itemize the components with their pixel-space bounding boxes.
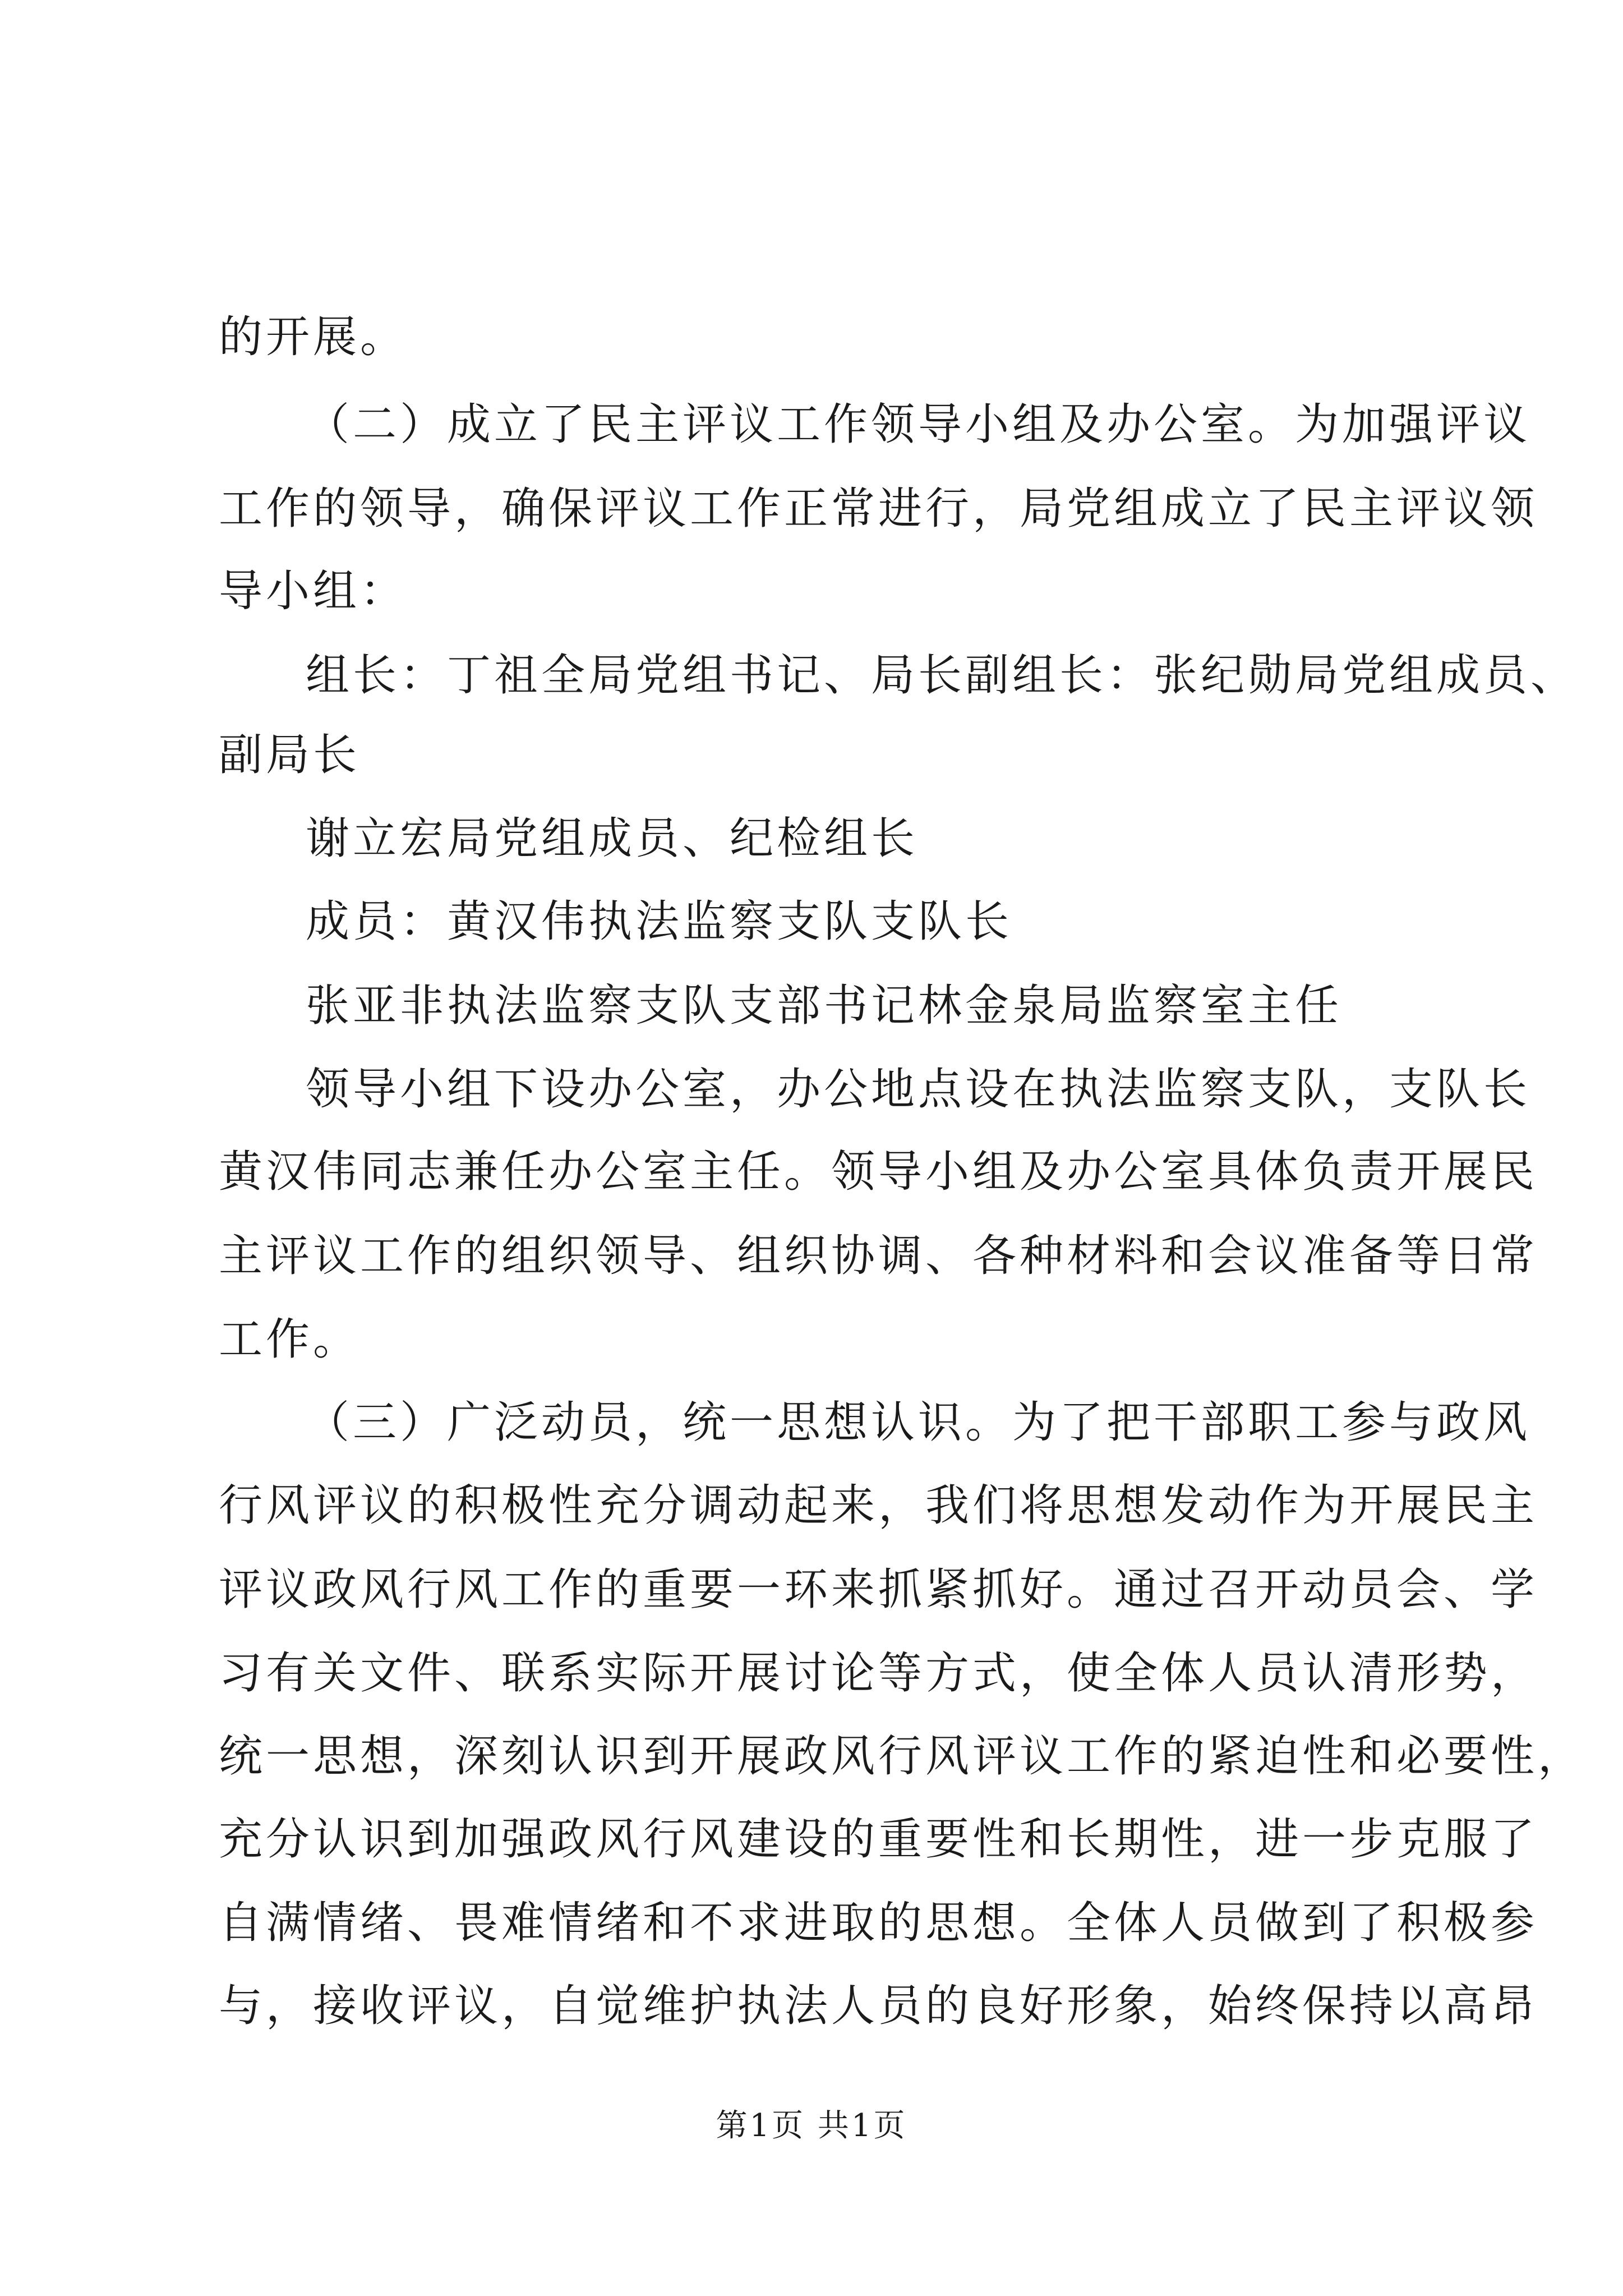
text-line: 自满情绪、畏难情绪和不求进取的思想。全体人员做到了积极参 [219, 1898, 1538, 1948]
text-line: 习有关文件、联系实际开展讨论等方式，使全体人员认清形势， [219, 1648, 1538, 1699]
text-line: 张亚非执法监察支队支部书记林金泉局监察室主任 [306, 981, 1343, 1031]
text-line: 工作的领导，确保评议工作正常进行，局党组成立了民主评议领 [219, 484, 1538, 534]
text-line: 行风评议的积极性充分调动起来，我们将思想发动作为开展民主 [219, 1480, 1538, 1531]
text-line: （三）广泛动员，统一思想认识。为了把干部职工参与政风 [306, 1397, 1531, 1448]
text-line: 工作。 [219, 1314, 361, 1365]
text-line: 谢立宏局党组成员、纪检组长 [306, 813, 919, 864]
text-line: 统一思想，深刻认识到开展政风行风评议工作的紧迫性和必要性， [219, 1731, 1585, 1782]
text-line: （二）成立了民主评议工作领导小组及办公室。为加强评议 [306, 399, 1531, 450]
text-line: 主评议工作的组织领导、组织协调、各种材料和会议准备等日常 [219, 1231, 1538, 1281]
page-number-footer: 第1页 共1页 [716, 2108, 907, 2144]
text-line: 黄汉伟同志兼任办公室主任。领导小组及办公室具体负责开展民 [219, 1147, 1538, 1197]
text-line: 充分认识到加强政风行风建设的重要性和长期性，进一步克服了 [219, 1814, 1538, 1865]
text-line: 的开展。 [219, 312, 408, 362]
text-line: 领导小组下设办公室，办公地点设在执法监察支队，支队长 [306, 1064, 1531, 1115]
text-line: 成员：黄汉伟执法监察支队支队长 [306, 896, 1013, 947]
text-line: 与，接收评议，自觉维护执法人员的良好形象，始终保持以高昂 [219, 1981, 1538, 2031]
text-line: 副局长 [219, 730, 361, 780]
text-line: 组长：丁祖全局党组书记、局长副组长：张纪勋局党组成员、 [306, 650, 1578, 701]
text-line: 导小组： [219, 566, 408, 616]
text-line: 评议政风行风工作的重要一环来抓紧抓好。通过召开动员会、学 [219, 1565, 1538, 1615]
